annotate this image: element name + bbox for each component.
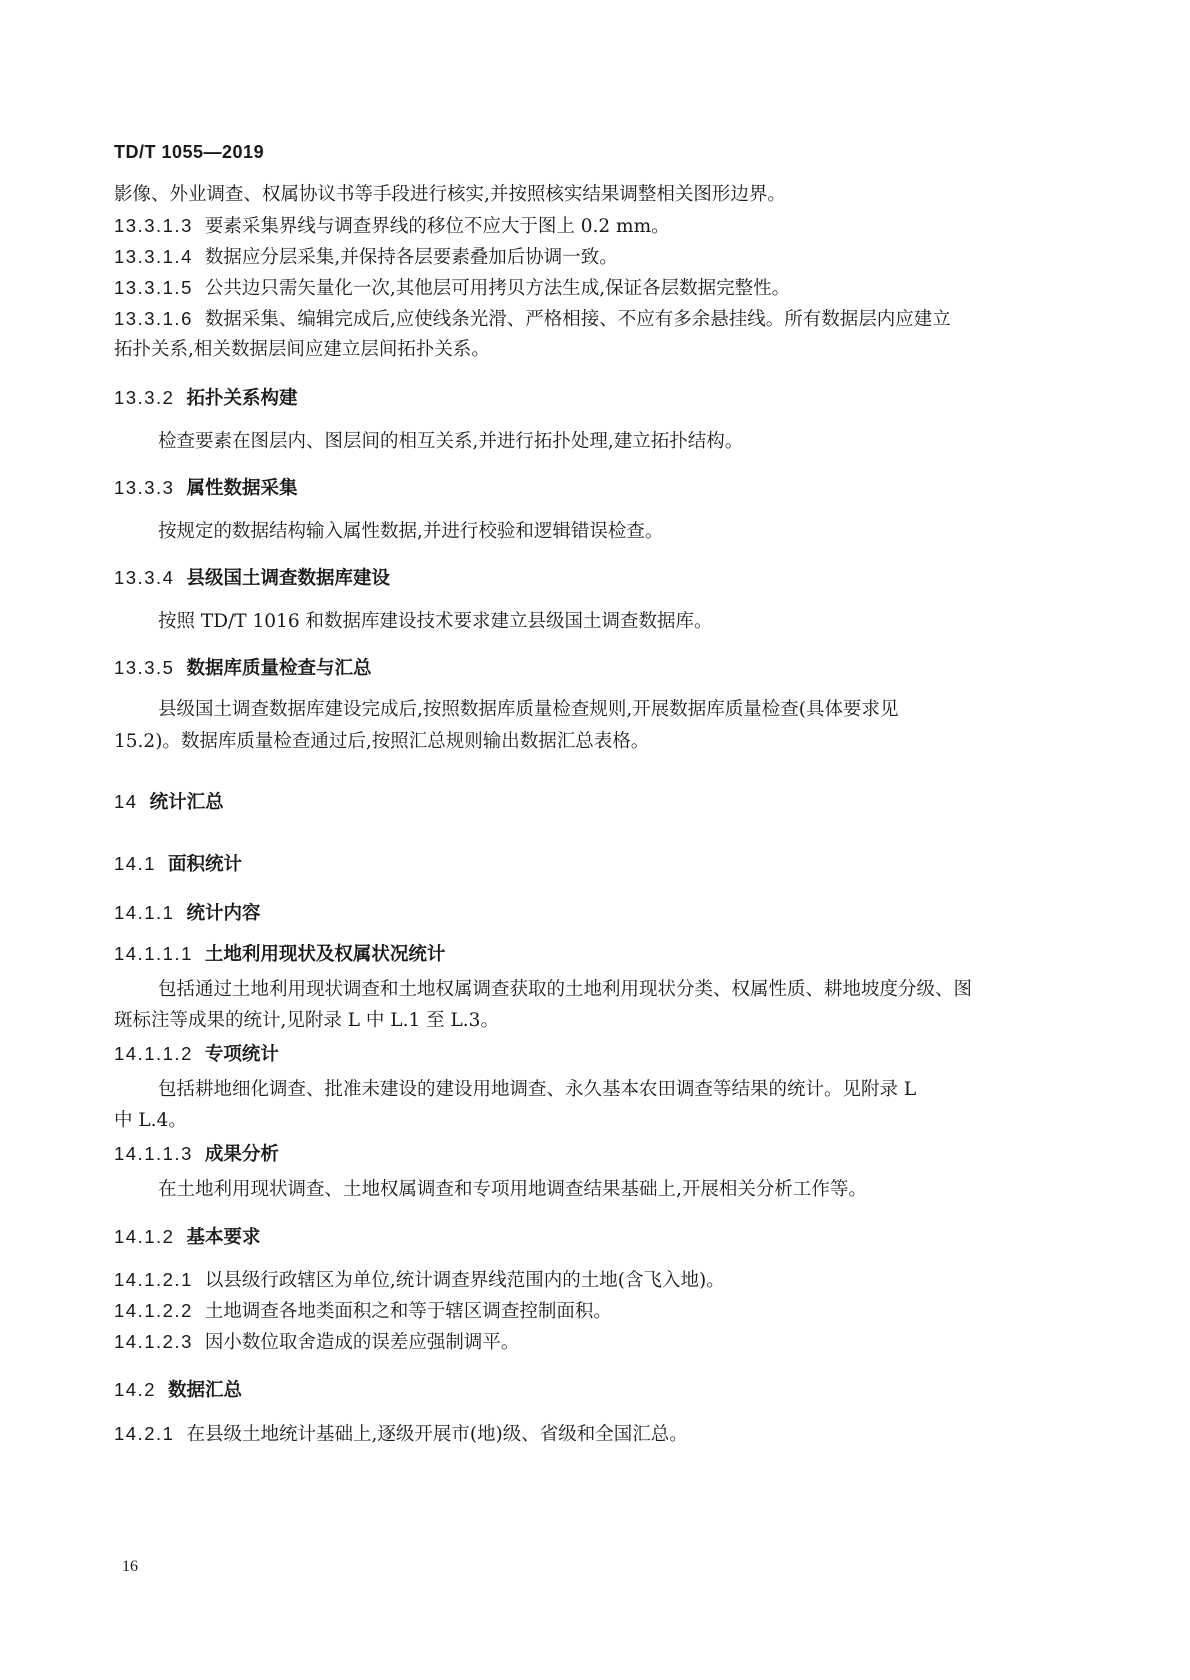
subsection-heading: 14.1.1.1 土地利用现状及权属状况统计 [114,943,446,965]
body-line: 影像、外业调查、权属协议书等手段进行核实,并按照核实结果调整相关图形边界。 [114,184,786,205]
subsection-heading: 14.1.1.2 专项统计 [114,1043,279,1065]
clause-line: 14.1.2.3 因小数位取舍造成的误差应强制调平。 [114,1331,520,1353]
chapter-heading: 14 统计汇总 [114,791,224,813]
section-heading: 13.3.3 属性数据采集 [114,477,298,499]
clause-line: 13.3.1.5 公共边只需矢量化一次,其他层可用拷贝方法生成,保证各层数据完整性。 [114,277,791,299]
body-line: 在土地利用现状调查、土地权属调查和专项用地调查结果基础上,开展相关分析工作等。 [158,1179,867,1200]
body-line: 按照 TD/T 1016 和数据库建设技术要求建立县级国土调查数据库。 [158,611,713,632]
clause-line: 14.1.2.2 土地调查各地类面积之和等于辖区调查控制面积。 [114,1300,612,1322]
page-number: 16 [122,1558,138,1575]
clause-line: 13.3.1.4 数据应分层采集,并保持各层要素叠加后协调一致。 [114,246,618,268]
section-heading: 14.2 数据汇总 [114,1379,243,1401]
clause-line: 14.2.1 在县级土地统计基础上,逐级开展市(地)级、省级和全国汇总。 [114,1423,688,1445]
body-line: 包括耕地细化调查、批准未建设的建设用地调查、永久基本农田调查等结果的统计。见附录 L [158,1079,917,1100]
section-heading: 14.1 面积统计 [114,853,243,875]
body-line: 15.2)。数据库质量检查通过后,按照汇总规则输出数据汇总表格。 [114,731,650,752]
body-line: 包括通过土地利用现状调查和土地权属调查获取的土地利用现状分类、权属性质、耕地坡度分级、图 [158,979,973,1000]
section-heading: 13.3.2 拓扑关系构建 [114,387,298,409]
body-line: 拓扑关系,相关数据层间应建立层间拓扑关系。 [114,339,490,360]
clause-line: 14.1.2.1 以县级行政辖区为单位,统计调查界线范围内的土地(含飞入地)。 [114,1269,725,1291]
section-heading: 14.1.2 基本要求 [114,1226,261,1248]
body-line: 检查要素在图层内、图层间的相互关系,并进行拓扑处理,建立拓扑结构。 [158,431,744,452]
body-line: 按规定的数据结构输入属性数据,并进行校验和逻辑错误检查。 [158,521,664,542]
subsection-heading: 14.1.1.3 成果分析 [114,1143,279,1165]
section-heading: 13.3.5 数据库质量检查与汇总 [114,657,372,679]
body-line: 中 L.4。 [114,1110,187,1131]
body-line: 县级国土调查数据库建设完成后,按照数据库质量检查规则,开展数据库质量检查(具体要求见 [158,699,899,720]
section-heading: 14.1.1 统计内容 [114,902,261,924]
section-heading: 13.3.4 县级国土调查数据库建设 [114,567,390,589]
clause-line: 13.3.1.3 要素采集界线与调查界线的移位不应大于图上 0.2 mm。 [114,215,670,237]
page-header-doc-id: TD/T 1055—2019 [114,142,265,162]
body-line: 斑标注等成果的统计,见附录 L 中 L.1 至 L.3。 [114,1010,499,1031]
clause-line: 13.3.1.6 数据采集、编辑完成后,应使线条光滑、严格相接、不应有多余悬挂线。所有数据层内应建立 [114,308,951,330]
